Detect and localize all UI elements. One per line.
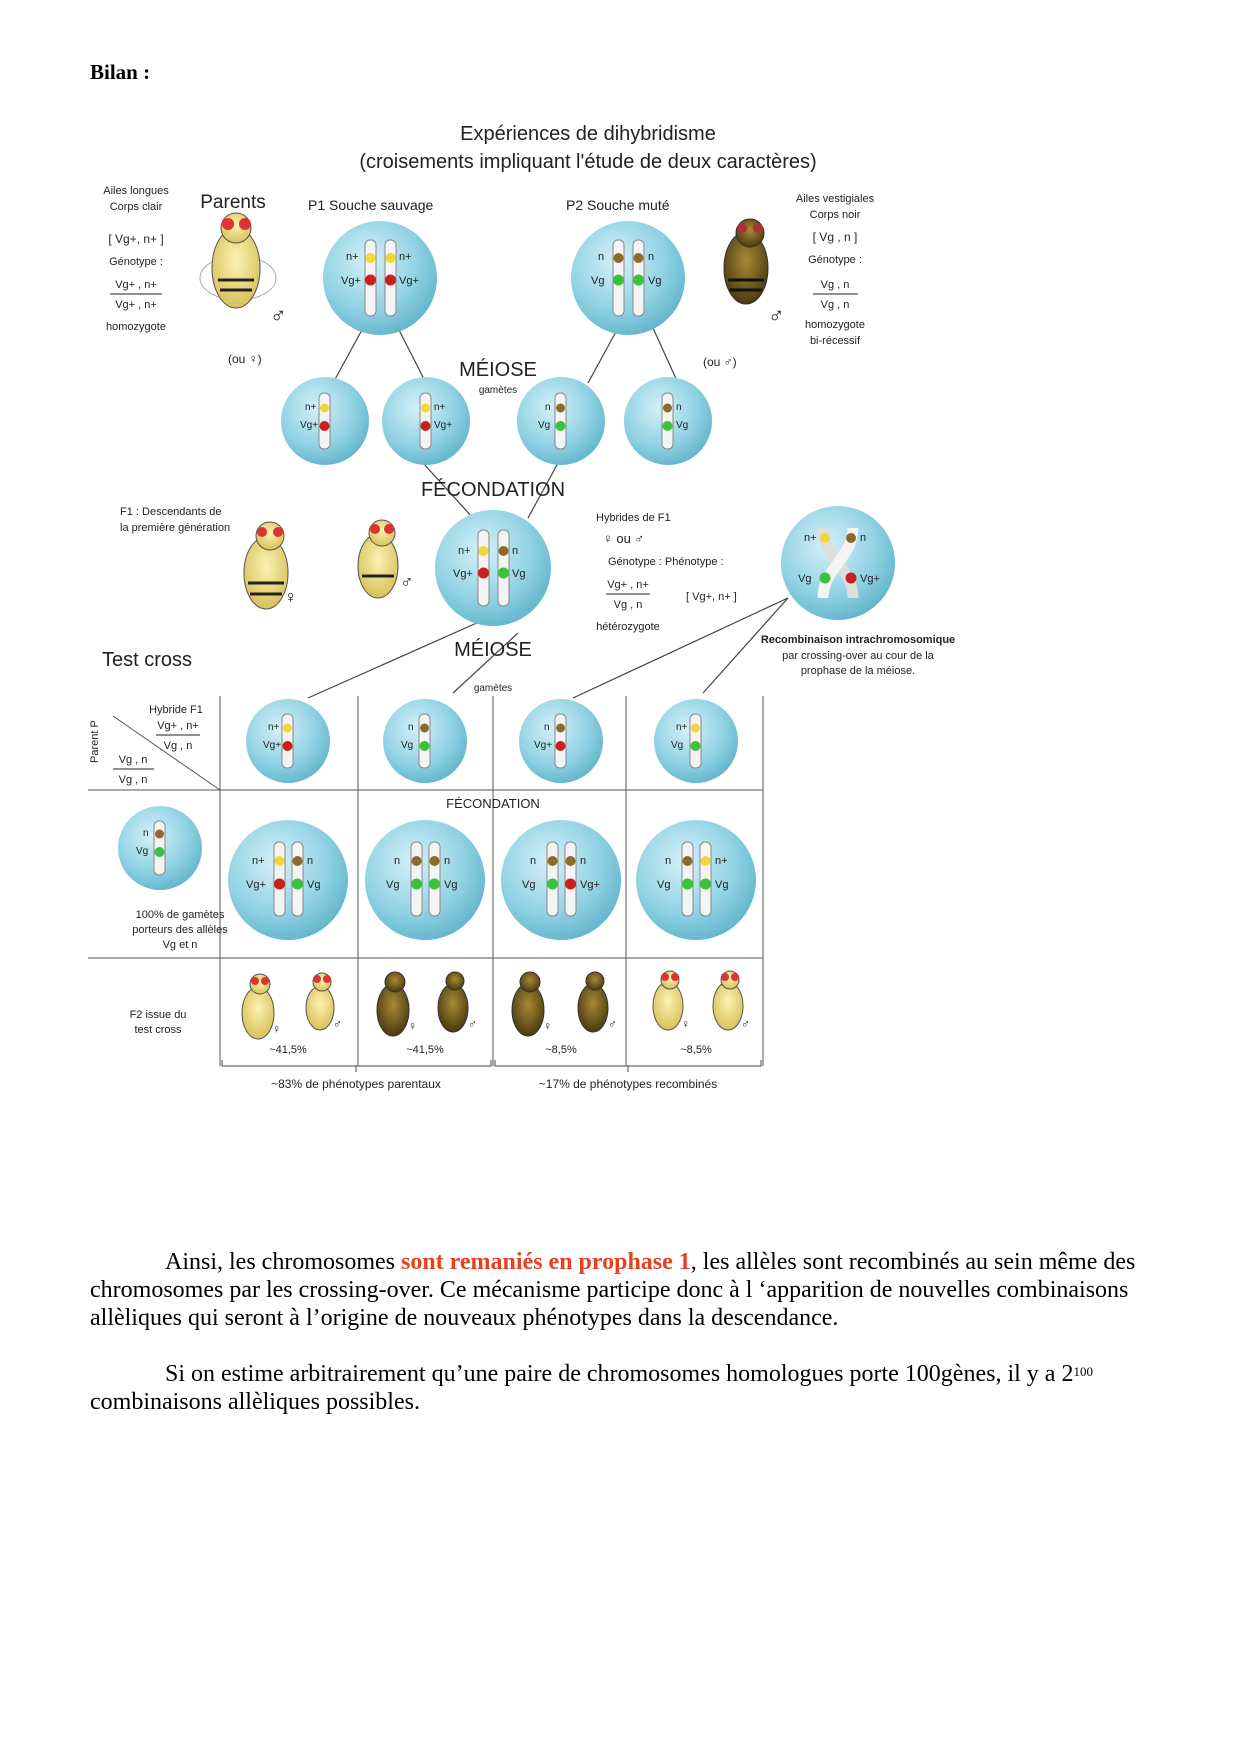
svg-text:Vg+: Vg+: [534, 740, 553, 751]
left-geno-1: Vg+ , n+: [115, 279, 157, 291]
hybride-geno-1: Vg+ , n+: [157, 720, 199, 732]
svg-text:n: n: [545, 402, 551, 413]
svg-text:n+: n+: [252, 855, 265, 867]
svg-text:Vg: Vg: [307, 879, 321, 891]
ou-female-label: (ou ♀): [228, 352, 262, 366]
svg-text:Vg+: Vg+: [263, 740, 282, 751]
parent-fly-mutant: [724, 219, 785, 328]
svg-text:n+: n+: [676, 722, 688, 733]
svg-text:n: n: [860, 532, 867, 544]
svg-text:Vg: Vg: [798, 573, 812, 585]
f1-cell: [435, 510, 551, 626]
f1-desc-1: F1 : Descendants de: [120, 506, 222, 518]
svg-text:Vg: Vg: [386, 879, 400, 891]
hybrides-label: Hybrides de F1: [596, 512, 671, 524]
svg-text:n+: n+: [434, 402, 446, 413]
f1-fly-male: [358, 520, 414, 598]
svg-text:Vg: Vg: [648, 275, 662, 287]
svg-text:♂: ♂: [270, 303, 287, 328]
svg-text:n: n: [676, 402, 682, 413]
f2-zygote-3: [501, 820, 621, 940]
svg-text:n: n: [512, 545, 519, 557]
recombined-label: ~17% de phénotypes recombinés: [538, 1077, 718, 1091]
right-geno-2: Vg , n: [820, 299, 850, 311]
f1-geno-1: Vg+ , n+: [607, 579, 649, 591]
hybride-geno-2: Vg , n: [163, 740, 193, 752]
p2-exponent: 100: [1073, 1364, 1093, 1379]
left-genotype-label: Génotype :: [109, 256, 163, 268]
gametes-label: gamètes: [478, 385, 518, 396]
percent-2: ~41,5%: [406, 1044, 444, 1056]
svg-text:n+: n+: [399, 251, 412, 263]
p1-highlight: sont remaniés en prophase 1: [400, 1249, 691, 1275]
p1-text-a: Ainsi, les chromosomes: [165, 1249, 401, 1275]
fecondation-label: FÉCONDATION: [420, 479, 566, 501]
tc-gamete-4: [654, 699, 738, 783]
hybride-f1-label: Hybride F1: [149, 704, 203, 716]
svg-text:Vg: Vg: [444, 879, 458, 891]
hybrides-sex: ♀ ou ♂: [603, 531, 645, 546]
p2-cell: [571, 221, 685, 335]
parent-fly-wild: [200, 213, 287, 328]
ou-male-label: (ou ♂): [703, 355, 737, 369]
percent-3: ~8,5%: [545, 1044, 577, 1056]
left-pheno-1: Ailes longues: [103, 185, 169, 197]
svg-text:Vg: Vg: [676, 420, 689, 431]
f1-geno-2: Vg , n: [613, 599, 643, 611]
right-genotype-label: Génotype :: [808, 254, 862, 266]
left-pheno-2: Corps clair: [109, 201, 163, 213]
svg-text:♀: ♀: [284, 587, 298, 607]
svg-text:♂: ♂: [468, 1017, 477, 1031]
f1-fly-female: [244, 522, 298, 609]
f2-label-2: test cross: [134, 1024, 182, 1036]
svg-text:n: n: [530, 855, 537, 867]
figure-title-1: Expériences de dihybridisme: [460, 123, 716, 145]
f2-flies: [242, 971, 750, 1039]
recomb-text-2: prophase de la méiose.: [800, 665, 916, 677]
recomb-title: Recombinaison intrachromosomique: [760, 634, 956, 646]
svg-text:♀: ♀: [681, 1017, 690, 1031]
percent-4: ~8,5%: [680, 1044, 712, 1056]
right-pheno-2: Corps noir: [809, 209, 861, 221]
f1-desc-2: la première génération: [120, 522, 231, 534]
svg-text:n: n: [307, 855, 314, 867]
left-homozygote: homozygote: [106, 321, 166, 333]
svg-text:n: n: [580, 855, 587, 867]
svg-text:n: n: [408, 722, 414, 733]
gamete-cell-3: [517, 377, 605, 465]
svg-text:n: n: [444, 855, 451, 867]
test-cross-label: Test cross: [102, 649, 193, 671]
gamete-cell-2: [382, 377, 470, 465]
parent-geno-2: Vg , n: [118, 774, 148, 786]
svg-text:Vg+: Vg+: [453, 568, 473, 580]
svg-text:♀: ♀: [408, 1019, 417, 1033]
left-bracket: [ Vg+, n+ ]: [108, 232, 164, 246]
svg-text:Vg+: Vg+: [341, 275, 361, 287]
svg-text:n: n: [394, 855, 401, 867]
svg-text:Vg: Vg: [401, 740, 414, 751]
f1-pheno: [ Vg+, n+ ]: [686, 591, 737, 603]
parent-geno-1: Vg , n: [118, 754, 148, 766]
right-geno-1: Vg , n: [820, 279, 850, 291]
svg-text:Vg: Vg: [522, 879, 536, 891]
right-pheno-1: Ailes vestigiales: [795, 193, 875, 205]
meiose-label: MÉIOSE: [459, 359, 537, 381]
gamete-note-3: Vg et n: [162, 939, 198, 951]
right-bi-recessif: bi-récessif: [809, 335, 861, 347]
f2-label-1: F2 issue du: [129, 1009, 187, 1021]
svg-text:♀: ♀: [272, 1022, 281, 1036]
svg-text:Vg: Vg: [591, 275, 605, 287]
p2-text-a: Si on estime arbitrairement qu’une paire de chromosomes homologues porte 100gènes, il y a 2: [165, 1361, 1074, 1387]
svg-text:♂: ♂: [768, 303, 785, 328]
svg-text:n: n: [665, 855, 672, 867]
svg-text:n+: n+: [804, 532, 817, 544]
p2-text-b: combinaisons allèliques possibles.: [90, 1389, 420, 1415]
right-bracket: [ Vg , n ]: [812, 230, 858, 244]
gamete-note-2: porteurs des allèles: [132, 924, 228, 936]
p2-label: P2 Souche muté: [566, 197, 670, 213]
parent-gamete-cell: [118, 806, 202, 890]
gamete-cell-1: [281, 377, 369, 465]
page-heading: Bilan :: [90, 60, 151, 84]
dihybridism-figure: [88, 118, 1088, 1223]
meiose-2-label: MÉIOSE: [454, 639, 532, 661]
p1-text-b: , les allèles sont recombinés au sein même des chromosomes par les crossing-over. Ce mécanisme participe donc à l ‘apparition de nouvelles combinaisons allèliques qui seront à l’origine de nouveaux phénotypes dans la descendance.: [90, 1249, 1136, 1331]
heterozygote-label: hétérozygote: [596, 621, 660, 633]
svg-text:Vg+: Vg+: [580, 879, 600, 891]
tc-gamete-1: [246, 699, 330, 783]
svg-text:n: n: [544, 722, 550, 733]
svg-text:Vg+: Vg+: [399, 275, 419, 287]
figure-title-2: (croisements impliquant l'étude de deux caractères): [359, 151, 817, 173]
paragraph-2: [90, 1360, 1150, 1416]
f2-zygote-4: [636, 820, 756, 940]
svg-text:Vg: Vg: [671, 740, 684, 751]
p1-cell: [323, 221, 437, 335]
fecondation-2-label: FÉCONDATION: [446, 796, 540, 811]
right-homozygote: homozygote: [805, 319, 865, 331]
recomb-text-1: par crossing-over au cour de la: [782, 650, 934, 662]
tc-gamete-3: [519, 699, 603, 783]
tc-gamete-2: [383, 699, 467, 783]
svg-text:n+: n+: [305, 402, 317, 413]
p1-label: P1 Souche sauvage: [308, 197, 434, 213]
svg-text:Vg+: Vg+: [300, 420, 319, 431]
geno-pheno-label: Génotype : Phénotype :: [608, 556, 724, 568]
parental-label: ~83% de phénotypes parentaux: [271, 1077, 441, 1091]
parent-p-label: Parent P: [89, 720, 101, 763]
svg-text:Vg+: Vg+: [246, 879, 266, 891]
svg-text:n: n: [598, 251, 605, 263]
svg-text:Vg: Vg: [512, 568, 526, 580]
gametes-2-label: gamètes: [473, 683, 513, 694]
svg-text:♀: ♀: [543, 1019, 552, 1033]
svg-text:n+: n+: [458, 545, 471, 557]
svg-text:♂: ♂: [608, 1017, 617, 1031]
svg-text:n: n: [143, 828, 149, 839]
gamete-cell-4: [624, 377, 712, 465]
percent-1: ~41,5%: [269, 1044, 307, 1056]
svg-text:Vg: Vg: [715, 879, 729, 891]
left-geno-2: Vg+ , n+: [115, 299, 157, 311]
paragraph-1: [90, 1248, 1150, 1332]
gamete-note-1: 100% de gamètes: [135, 909, 225, 921]
svg-text:n+: n+: [715, 855, 728, 867]
f2-zygote-1: [228, 820, 348, 940]
svg-text:n: n: [648, 251, 655, 263]
crossing-over-cell: [781, 506, 895, 620]
svg-text:Vg: Vg: [657, 879, 671, 891]
svg-text:n+: n+: [268, 722, 280, 733]
svg-text:Vg: Vg: [136, 846, 149, 857]
f2-zygote-2: [365, 820, 485, 940]
svg-text:♂: ♂: [333, 1017, 342, 1031]
svg-text:♂: ♂: [400, 572, 414, 592]
svg-text:Vg+: Vg+: [860, 573, 880, 585]
svg-text:♂: ♂: [741, 1017, 750, 1031]
svg-text:n+: n+: [346, 251, 359, 263]
svg-text:Vg: Vg: [538, 420, 551, 431]
parents-label: Parents: [200, 192, 266, 213]
svg-text:Vg+: Vg+: [434, 420, 453, 431]
